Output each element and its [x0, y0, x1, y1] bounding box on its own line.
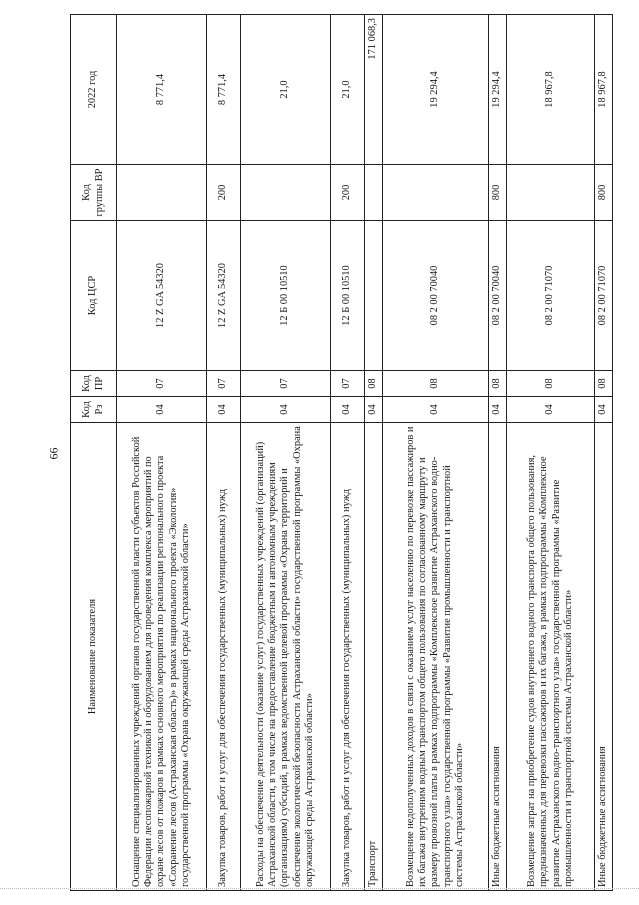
cell-rz: 04 [383, 397, 489, 423]
table-row [241, 15, 331, 891]
scan-edge-line [0, 888, 639, 889]
cell-vr: 200 [331, 165, 365, 221]
cell-rz: 04 [365, 397, 383, 423]
cell-value: 8 771,4 [207, 15, 241, 165]
cell-vr [241, 165, 331, 221]
header-vr: Код группы ВР [71, 165, 117, 221]
cell-name: Закупка товаров, работ и услуг для обеспечения государственных (муниципальных) нужд [331, 423, 365, 891]
cell-value: 18 967,8 [507, 15, 595, 165]
cell-pr: 07 [331, 371, 365, 397]
table-row [207, 15, 241, 891]
cell-vr [383, 165, 489, 221]
cell-name: Расходы на обеспечение деятельности (оказание услуг) государственных учреждений (организаций) Астраханской области, в том числе на предоставление бюджетным и автономным учреждениям (организациям) субсидий, в рамках ведомственной целевой программы «Охрана территорий и обеспечение экологической безопасности Астраханской области» государственной программы «Охрана окружающей среды Астраханской области» [241, 423, 331, 891]
cell-value: 171 068,3 [365, 15, 383, 165]
table-row [117, 15, 207, 891]
cell-rz: 04 [595, 397, 613, 423]
cell-rz: 04 [489, 397, 507, 423]
cell-csr: 12 Б 00 10510 [241, 221, 331, 371]
cell-vr [507, 165, 595, 221]
cell-name: Иные бюджетные ассигнования [595, 423, 613, 891]
cell-pr: 07 [117, 371, 207, 397]
cell-name: Транспорт [365, 423, 383, 891]
cell-pr: 07 [207, 371, 241, 397]
cell-vr: 800 [595, 165, 613, 221]
cell-vr: 800 [489, 165, 507, 221]
cell-value: 19 294,4 [489, 15, 507, 165]
table-row [595, 15, 613, 891]
header-year: 2022 год [71, 15, 117, 165]
table-row [507, 15, 595, 891]
cell-rz: 04 [207, 397, 241, 423]
cell-value: 21,0 [331, 15, 365, 165]
table-header-row [71, 15, 117, 891]
cell-name: Возмещение недополученных доходов в связи с оказанием услуг населению по перевозке пассажиров и их багажа внутренним водным транспортом общего пользования по согласованному маршруту и размеру провозной платы в рамках подпрограммы «Комплексное развитие Астраханского водно-транспортного узла» государственной программы «Развитие промышленности и транспортной системы Астраханской области» [383, 423, 489, 891]
cell-pr: 07 [241, 371, 331, 397]
cell-value: 21,0 [241, 15, 331, 165]
cell-csr: 08 2 00 70040 [489, 221, 507, 371]
cell-csr [365, 221, 383, 371]
cell-csr: 12 Z GA 54320 [117, 221, 207, 371]
cell-csr: 08 2 00 70040 [383, 221, 489, 371]
cell-csr: 12 Z GA 54320 [207, 221, 241, 371]
header-rz: Код Рз [71, 397, 117, 423]
table-row [383, 15, 489, 891]
table-row [489, 15, 507, 891]
cell-name: Возмещение затрат на приобретение судов внутреннего водного транспорта общего пользования, предназначенных для перевозки пассажиров и их багажа, в рамках подпрограммы «Комплексное развитие Астраханского водно-транспортного узла» государственной программы «Развитие промышленности и транспортной системы Астраханской области» [507, 423, 595, 891]
cell-csr: 08 2 00 71070 [595, 221, 613, 371]
cell-rz: 04 [331, 397, 365, 423]
cell-name: Оснащение специализированных учреждений органов государственной власти субъектов Российской Федерации лесопожарной техникой и оборудованием для проведения комплекса мероприятий по охране лесов от пожаров в рамках основного мероприятия по реализации регионального проекта «Сохранение лесов (Астраханская область)» в рамках национального проекта «Экология» государственной программы «Охрана окружающей среды Астраханской области» [117, 423, 207, 891]
cell-vr [365, 165, 383, 221]
header-pr: Код ПР [71, 371, 117, 397]
cell-csr: 12 Б 00 10510 [331, 221, 365, 371]
page-number: 66 [46, 447, 61, 460]
cell-pr: 08 [595, 371, 613, 397]
cell-rz: 04 [117, 397, 207, 423]
cell-csr: 08 2 00 71070 [507, 221, 595, 371]
cell-pr: 08 [489, 371, 507, 397]
cell-value: 19 294,4 [383, 15, 489, 165]
header-csr: Код ЦСР [71, 221, 117, 371]
table-row [331, 15, 365, 891]
budget-table [70, 14, 613, 891]
cell-rz: 04 [507, 397, 595, 423]
cell-name: Закупка товаров, работ и услуг для обеспечения государственных (муниципальных) нужд [207, 423, 241, 891]
budget-table-container [70, 15, 609, 891]
cell-pr: 08 [507, 371, 595, 397]
cell-vr [117, 165, 207, 221]
header-name: Наименование показателя [71, 423, 117, 891]
cell-name: Иные бюджетные ассигнования [489, 423, 507, 891]
cell-value: 18 967,8 [595, 15, 613, 165]
cell-rz: 04 [241, 397, 331, 423]
cell-pr: 08 [383, 371, 489, 397]
table-row [365, 15, 383, 891]
cell-value: 8 771,4 [117, 15, 207, 165]
cell-pr: 08 [365, 371, 383, 397]
cell-vr: 200 [207, 165, 241, 221]
